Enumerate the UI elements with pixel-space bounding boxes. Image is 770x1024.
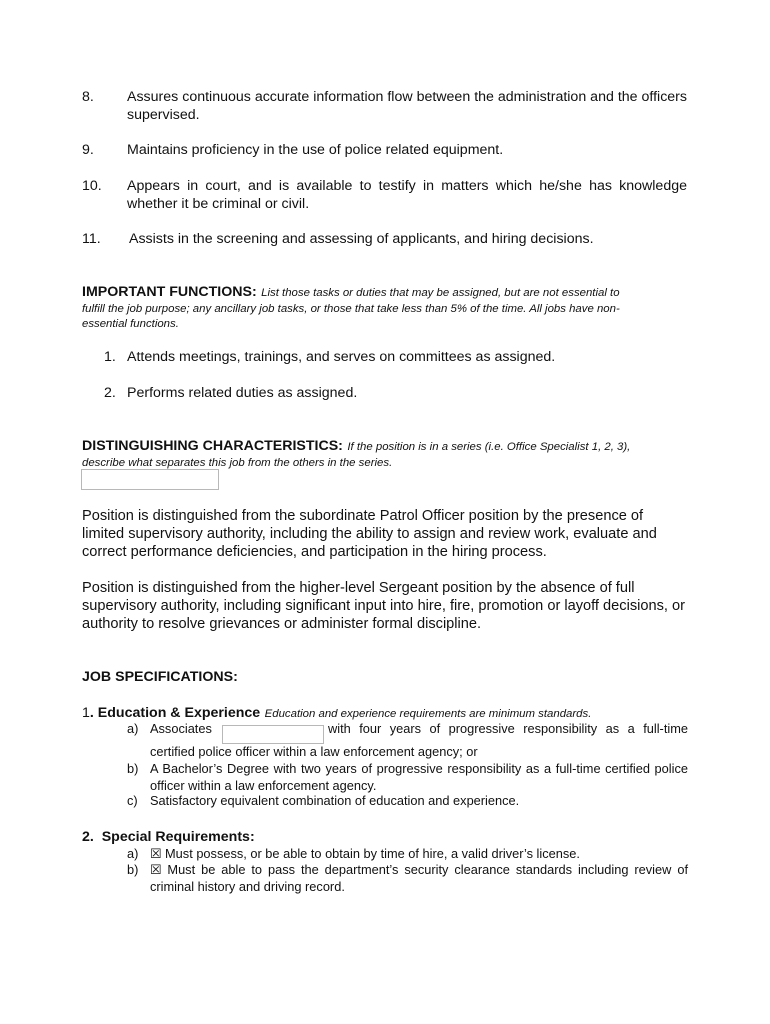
list-item: Associates xyxy=(150,721,212,736)
section-heading: IMPORTANT FUNCTIONS: xyxy=(82,284,257,300)
list-number: 2. xyxy=(104,385,116,401)
list-item: Maintains proficiency in the use of police related equipment. xyxy=(127,142,504,158)
checked-requirement: ☒ Must possess, or be able to obtain by time of hire, a valid driver’s license. xyxy=(150,846,580,861)
list-number: 10. xyxy=(82,178,102,194)
distinguishing-paragraph-1: Position is distinguished from the subordinate Patrol Officer position by the presence of limited supervisory authority, including the ability to assign and review work, evaluate and correct performance deficiencies, and participation in the hiring process. xyxy=(82,508,657,560)
list-item: certified police officer within a law enforcement agency; or xyxy=(150,744,478,759)
section-heading: DISTINGUISHING CHARACTERISTICS: xyxy=(82,438,343,454)
section-heading: JOB SPECIFICATIONS: xyxy=(82,669,238,685)
list-label: b) xyxy=(127,761,139,776)
section-note: Education and experience requirements are minimum standards. xyxy=(264,708,592,720)
list-number: 1. xyxy=(104,349,116,365)
list-item: with four years of progressive responsibility as a full-time xyxy=(328,721,688,736)
list-number: 8. xyxy=(82,89,94,105)
list-item: Satisfactory equivalent combination of education and experience. xyxy=(150,793,520,808)
distinguishing-header xyxy=(82,438,702,471)
section-note: fulfill the job purpose; any ancillary job tasks, or those that take less than 5% of the time. All jobs have non- xyxy=(82,302,620,315)
list-item: Performs related duties as assigned. xyxy=(127,385,358,401)
section-note: List those tasks or duties that may be assigned, but are not essential to xyxy=(261,287,620,299)
list-label: a) xyxy=(127,846,139,861)
list-label: c) xyxy=(127,793,138,808)
list-item: Assures continuous accurate information flow between the administration and the officers supervised. xyxy=(127,89,687,123)
section-note: If the position is in a series (i.e. Office Specialist 1, 2, 3), xyxy=(347,441,631,453)
important-functions-header xyxy=(82,284,688,333)
list-item: A Bachelor’s Degree with two years of progressive responsibility as a full-time certified police officer within a law enforcement agency. xyxy=(150,761,688,793)
list-number: 11. xyxy=(82,231,101,247)
list-item: Assists in the screening and assessing of applicants, and hiring decisions. xyxy=(129,231,594,247)
section-number-dot: . xyxy=(89,705,94,721)
checked-requirement: ☒ Must be able to pass the department’s security clearance standards including review of criminal history and driving record. xyxy=(150,862,688,894)
section-title: Education & Experience xyxy=(93,705,261,721)
list-label: b) xyxy=(127,862,139,877)
degree-field-box[interactable] xyxy=(222,725,324,744)
list-item: Attends meetings, trainings, and serves on committees as assigned. xyxy=(127,349,556,365)
list-label: a) xyxy=(127,721,139,736)
list-number: 9. xyxy=(82,142,94,158)
section-title: 2. Special Requirements: xyxy=(82,829,255,845)
list-item: Appears in court, and is available to testify in matters which he/she has knowledge whether it be criminal or civil. xyxy=(127,178,687,212)
section-number: 1 xyxy=(82,705,90,721)
form-field-box[interactable] xyxy=(81,469,219,490)
section-note: essential functions. xyxy=(82,318,179,330)
section-note: describe what separates this job from the others in the series. xyxy=(82,457,393,469)
distinguishing-paragraph-2: Position is distinguished from the higher-level Sergeant position by the absence of full supervisory authority, including significant input into hire, fire, promotion or layoff decisions, or authority to resolve grievances or administer formal discipline. xyxy=(82,580,685,632)
